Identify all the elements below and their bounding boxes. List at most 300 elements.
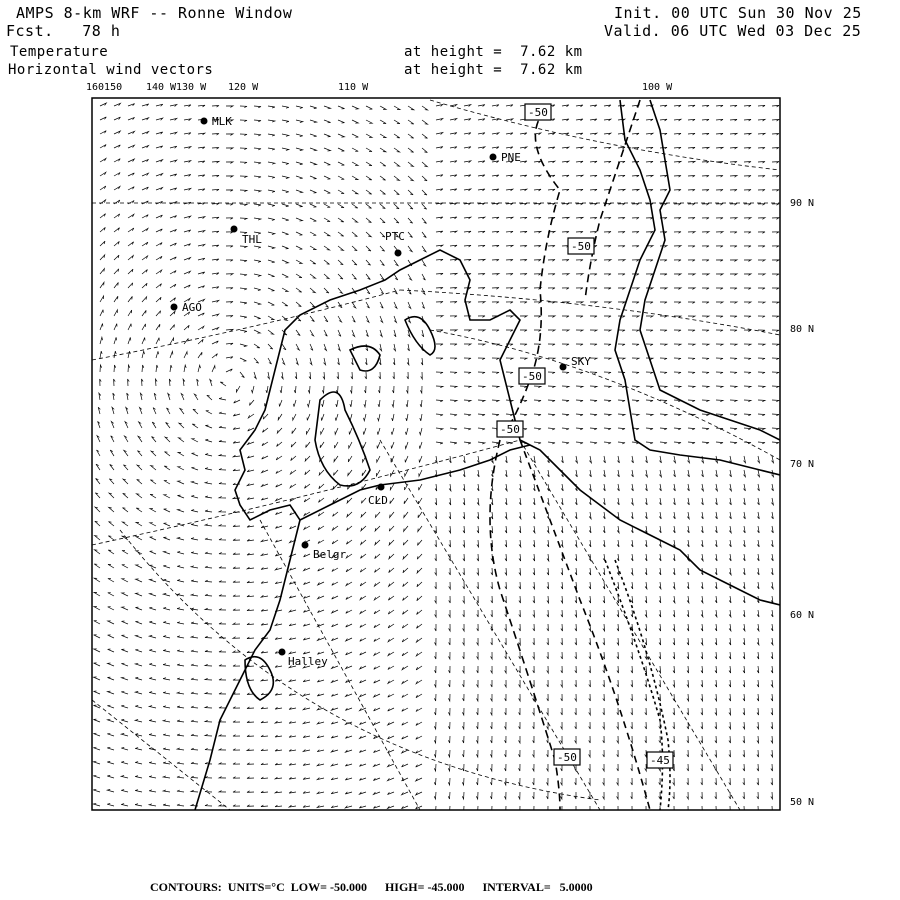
wind-vector	[240, 218, 247, 220]
wind-vector	[366, 204, 372, 208]
wind-vector	[519, 540, 521, 547]
wind-vector	[562, 358, 569, 360]
contours	[490, 100, 670, 810]
wind-vector	[575, 554, 577, 561]
wind-vector	[394, 162, 400, 166]
wind-vector	[435, 526, 437, 533]
wind-vector	[170, 257, 176, 260]
wind-vector	[562, 133, 569, 135]
wind-vector	[562, 189, 569, 191]
wind-vector	[505, 554, 507, 561]
wind-vector	[100, 379, 102, 386]
wind-vector	[604, 372, 611, 374]
wind-vector	[289, 721, 296, 723]
wind-vector	[715, 792, 717, 799]
wind-vector	[296, 260, 302, 263]
wind-vector	[236, 386, 240, 392]
wind-vector	[590, 189, 597, 191]
wind-vector	[757, 554, 759, 561]
wind-vector	[506, 147, 513, 149]
wind-vector	[491, 638, 493, 645]
wind-vector	[198, 326, 204, 330]
wind-vector	[303, 791, 310, 793]
wind-vector	[576, 344, 583, 346]
wind-vector	[590, 147, 597, 149]
wind-vector	[177, 594, 184, 596]
wind-vector	[403, 610, 409, 614]
wind-vector	[744, 176, 751, 178]
wind-vector	[477, 624, 479, 631]
wind-vector	[771, 512, 773, 519]
wind-vector	[363, 428, 366, 435]
wind-vector	[177, 692, 184, 694]
wind-vector	[276, 484, 282, 487]
wind-vector	[121, 762, 128, 765]
wind-vector	[416, 666, 422, 670]
wind-vector	[463, 638, 465, 645]
wind-vector	[226, 369, 232, 372]
wind-vector	[128, 214, 134, 218]
wind-vector	[701, 610, 703, 617]
wind-vector	[275, 582, 282, 584]
wind-vector	[520, 274, 527, 276]
wind-vector	[534, 175, 541, 177]
wind-vector	[198, 352, 202, 358]
wind-vector	[142, 351, 145, 358]
wind-vector	[604, 133, 611, 135]
wind-vector	[233, 414, 240, 416]
wind-vector	[121, 691, 128, 694]
wind-vector	[247, 498, 254, 500]
wind-vector	[408, 204, 413, 209]
wind-vector	[332, 568, 338, 572]
wind-vector	[561, 512, 563, 519]
wind-vector	[389, 540, 394, 545]
wind-vector	[462, 792, 464, 799]
wind-vector	[276, 456, 282, 460]
wind-vector	[163, 622, 170, 624]
wind-vector	[688, 344, 695, 346]
wind-vector	[491, 512, 493, 519]
wind-vector	[405, 456, 408, 462]
wind-vector	[659, 624, 661, 631]
wind-vector	[122, 551, 128, 555]
wind-vector	[492, 400, 499, 402]
wind-vector	[163, 706, 170, 708]
wind-vector	[688, 442, 695, 444]
wind-vector	[374, 680, 380, 683]
wind-vector	[729, 736, 731, 743]
wind-vector	[163, 748, 170, 750]
wind-vector	[464, 358, 471, 360]
wind-vector	[450, 302, 457, 304]
wind-vector	[617, 708, 619, 715]
wind-vector	[772, 218, 779, 220]
wind-vector	[464, 259, 471, 261]
wind-vector	[478, 288, 485, 290]
wind-vector	[659, 498, 661, 505]
wind-vector	[464, 386, 471, 388]
wind-vector	[729, 540, 731, 547]
wind-vector	[184, 352, 187, 358]
wind-vector	[261, 540, 268, 542]
wind-vector	[388, 708, 394, 711]
wind-vector	[380, 106, 386, 109]
wind-vector	[505, 540, 507, 547]
wind-vector	[394, 190, 399, 195]
wind-vector	[463, 610, 465, 617]
wind-vector	[324, 330, 327, 336]
wind-vector	[94, 607, 100, 610]
wind-vector	[618, 274, 625, 276]
wind-vector	[744, 260, 751, 262]
wind-vector	[346, 624, 352, 627]
wind-vector	[576, 147, 583, 149]
wind-vector	[590, 442, 597, 444]
wind-vector	[645, 512, 647, 519]
wind-vector	[170, 146, 177, 148]
wind-vector	[758, 372, 765, 374]
wind-vector	[96, 464, 100, 470]
wind-vector	[359, 792, 366, 794]
wind-vector	[548, 147, 555, 149]
wind-vector	[295, 372, 297, 379]
wind-vector	[391, 428, 394, 435]
wind-vector	[128, 324, 131, 330]
wind-vector	[478, 189, 485, 191]
wind-vector	[561, 484, 563, 491]
wind-vector	[575, 666, 577, 673]
wind-vector	[659, 596, 661, 603]
wind-vector	[744, 246, 751, 248]
forecast-hour: Fcst. 78 h	[6, 22, 121, 40]
wind-vector	[730, 400, 737, 402]
wind-vector	[261, 679, 268, 681]
wind-vector	[590, 400, 597, 402]
wind-vector	[127, 393, 129, 400]
wind-vector	[240, 190, 247, 192]
wind-vector	[688, 190, 695, 192]
wind-vector	[478, 105, 485, 107]
wind-vector	[151, 451, 156, 456]
wind-vector	[366, 190, 372, 194]
wind-vector	[730, 133, 737, 135]
wind-vector	[135, 635, 142, 638]
wind-vector	[374, 624, 380, 628]
wind-vector	[170, 351, 173, 358]
wind-vector	[95, 521, 100, 526]
wind-vector	[478, 400, 485, 402]
wind-vector	[114, 173, 120, 177]
station-pne: PNE	[501, 151, 521, 164]
wind-vector	[492, 147, 499, 149]
wind-vector	[422, 190, 427, 195]
wind-vector	[618, 400, 625, 402]
wind-vector	[289, 652, 296, 654]
wind-vector	[422, 274, 425, 280]
wind-vector	[332, 540, 338, 544]
wind-vector	[476, 736, 478, 743]
wind-vector	[93, 733, 100, 736]
wind-vector	[561, 736, 563, 743]
wind-vector	[450, 217, 457, 219]
wind-vector	[730, 386, 737, 388]
wind-vector	[729, 792, 731, 799]
wind-vector	[322, 386, 324, 393]
wind-vector	[462, 764, 464, 771]
wind-vector	[191, 748, 198, 750]
wind-vector	[121, 748, 128, 751]
wind-vector	[729, 694, 731, 701]
wind-vector	[403, 554, 408, 559]
wind-vector	[660, 344, 667, 346]
wind-vector	[464, 231, 471, 233]
wind-vector	[170, 365, 172, 372]
wind-vector	[156, 188, 163, 191]
wind-vector	[534, 203, 541, 205]
wind-vector	[128, 365, 130, 372]
wind-vector	[198, 189, 205, 191]
wind-vector	[631, 554, 633, 561]
wind-vector	[296, 162, 303, 165]
wind-vector	[114, 296, 118, 302]
wind-vector	[170, 174, 177, 176]
wind-vector	[730, 162, 737, 164]
wind-vector	[275, 721, 282, 723]
wind-vector	[687, 708, 689, 715]
wind-vector	[121, 677, 128, 680]
wind-vector	[95, 493, 100, 498]
wind-vector	[463, 484, 465, 491]
wind-vector	[547, 624, 549, 631]
wind-vector	[730, 105, 737, 107]
wind-vector	[436, 259, 443, 261]
wind-vector	[631, 638, 633, 645]
wind-vector	[100, 310, 103, 316]
wind-vector	[631, 666, 633, 673]
wind-vector	[318, 526, 324, 530]
wind-vector	[631, 792, 632, 799]
wind-vector	[701, 624, 703, 631]
wind-vector	[331, 778, 338, 780]
wind-vector	[417, 596, 422, 601]
contour-minus50-b	[585, 100, 640, 300]
wind-vector	[449, 512, 451, 519]
wind-vector	[135, 649, 142, 652]
wind-vector	[142, 379, 144, 386]
wind-vector	[282, 246, 289, 249]
wind-vector	[477, 582, 479, 589]
wind-vector	[408, 344, 410, 351]
wind-vector	[388, 764, 394, 767]
wind-vector	[128, 310, 132, 316]
wind-vector	[464, 372, 471, 374]
wind-vector	[520, 231, 527, 233]
wind-vector	[419, 456, 422, 463]
wind-vector	[178, 481, 184, 484]
wind-vector	[233, 665, 240, 667]
wind-vector	[436, 189, 443, 191]
wind-vector	[263, 414, 268, 419]
wind-vector	[205, 566, 212, 568]
wind-vector	[226, 176, 233, 178]
wind-vector	[729, 526, 731, 533]
wind-vector	[303, 736, 310, 738]
wind-vector	[405, 442, 408, 449]
wind-vector	[743, 638, 745, 645]
wind-vector	[519, 652, 521, 659]
wind-vector	[758, 246, 765, 248]
wind-vector	[519, 680, 521, 687]
wind-vector	[730, 204, 737, 206]
meridian-1	[520, 440, 740, 810]
wind-vector	[547, 526, 549, 533]
wind-vector	[169, 379, 171, 386]
wind-vector	[561, 456, 563, 463]
wind-vector	[198, 339, 203, 344]
wind-vector	[293, 400, 296, 407]
wind-vector	[603, 680, 605, 687]
wind-vector	[247, 707, 254, 709]
wind-vector	[450, 330, 457, 332]
wind-vector	[191, 566, 198, 568]
wind-vector	[335, 428, 338, 434]
wind-vector	[505, 526, 507, 533]
wind-vector	[268, 190, 275, 192]
wind-vector	[304, 582, 311, 585]
wind-vector	[604, 400, 611, 402]
wind-vector	[219, 693, 226, 695]
wind-vector	[533, 596, 535, 603]
wind-vector	[506, 260, 513, 262]
wind-vector	[646, 428, 653, 430]
station-cld: CLD	[368, 494, 388, 507]
wind-vector	[112, 407, 114, 414]
wind-vector	[520, 386, 527, 388]
wind-vector	[674, 133, 681, 135]
wind-vector	[100, 186, 106, 190]
wind-vector	[617, 610, 619, 617]
wind-vector	[128, 104, 135, 106]
wind-vector	[122, 621, 129, 624]
wind-vector	[226, 134, 233, 136]
wind-vector	[758, 442, 765, 444]
wind-vector	[688, 470, 690, 477]
wind-vector	[462, 736, 464, 743]
wind-vector	[632, 288, 639, 290]
wind-vector	[435, 568, 437, 575]
wind-vector	[631, 652, 633, 659]
wind-vector	[744, 119, 751, 121]
wind-vector	[702, 316, 709, 318]
lat-label-70: 70 N	[790, 459, 815, 470]
wind-vector	[422, 134, 428, 138]
wind-vector	[702, 232, 709, 234]
wind-vector	[406, 428, 409, 435]
wind-vector	[520, 161, 527, 163]
wind-vector	[730, 274, 737, 276]
wind-vector	[464, 119, 471, 121]
wind-vector	[478, 231, 485, 233]
station-halley: Halley	[288, 655, 328, 668]
wind-vector	[107, 733, 114, 736]
wind-vector	[346, 652, 352, 655]
wind-vector	[114, 310, 117, 316]
wind-vector	[590, 274, 597, 276]
wind-vector	[296, 176, 303, 179]
wind-vector	[254, 218, 261, 220]
wind-vector	[743, 568, 745, 575]
wind-vector	[757, 694, 759, 701]
wind-vector	[309, 372, 311, 379]
wind-vector	[590, 358, 597, 360]
wind-vector	[758, 218, 765, 220]
wind-vector	[219, 735, 226, 737]
wind-vector	[419, 484, 422, 490]
wind-vector	[533, 554, 535, 561]
wind-vector	[261, 526, 268, 528]
wind-vector	[268, 372, 270, 379]
wind-vector	[632, 133, 639, 135]
wind-vector	[436, 288, 443, 290]
wind-vector	[318, 610, 325, 613]
wind-vector	[275, 735, 282, 737]
wind-vector	[450, 288, 457, 290]
wind-vector	[96, 479, 100, 485]
wind-vector	[163, 579, 170, 582]
wind-vector	[548, 400, 555, 402]
wind-vector	[673, 792, 675, 799]
wind-vector	[702, 274, 709, 276]
wind-vector	[659, 792, 661, 799]
wind-vector	[450, 386, 457, 388]
wind-vector	[687, 694, 689, 701]
wind-vector	[729, 680, 731, 687]
wind-vector	[562, 414, 569, 416]
wind-vector	[366, 106, 372, 109]
wind-vector	[128, 131, 135, 134]
wind-vector	[617, 666, 619, 673]
wind-vector	[757, 708, 759, 715]
wind-vector	[548, 246, 555, 248]
wind-vector	[391, 470, 394, 476]
wind-vector	[715, 708, 717, 715]
wind-vector	[575, 722, 577, 729]
wind-vector	[100, 324, 103, 331]
wind-vector	[122, 607, 128, 610]
wind-vector	[113, 393, 115, 400]
wind-vector	[716, 358, 723, 360]
wind-vector	[156, 338, 159, 344]
wind-vector	[435, 484, 437, 491]
wind-vector	[254, 330, 260, 333]
wind-vector	[743, 596, 745, 603]
wind-vector	[212, 217, 219, 219]
wind-vector	[478, 442, 485, 444]
wind-vector	[576, 400, 583, 402]
wind-vector	[646, 344, 653, 346]
wind-vector	[702, 428, 709, 430]
wind-vector	[352, 120, 358, 123]
wind-vector	[590, 428, 597, 430]
wind-vector	[290, 470, 296, 474]
wind-vector	[450, 147, 457, 149]
wind-vector	[318, 512, 324, 516]
wind-vector	[436, 428, 443, 430]
wind-vector	[394, 316, 397, 323]
wind-vector	[645, 764, 647, 771]
wind-vector	[687, 778, 689, 785]
